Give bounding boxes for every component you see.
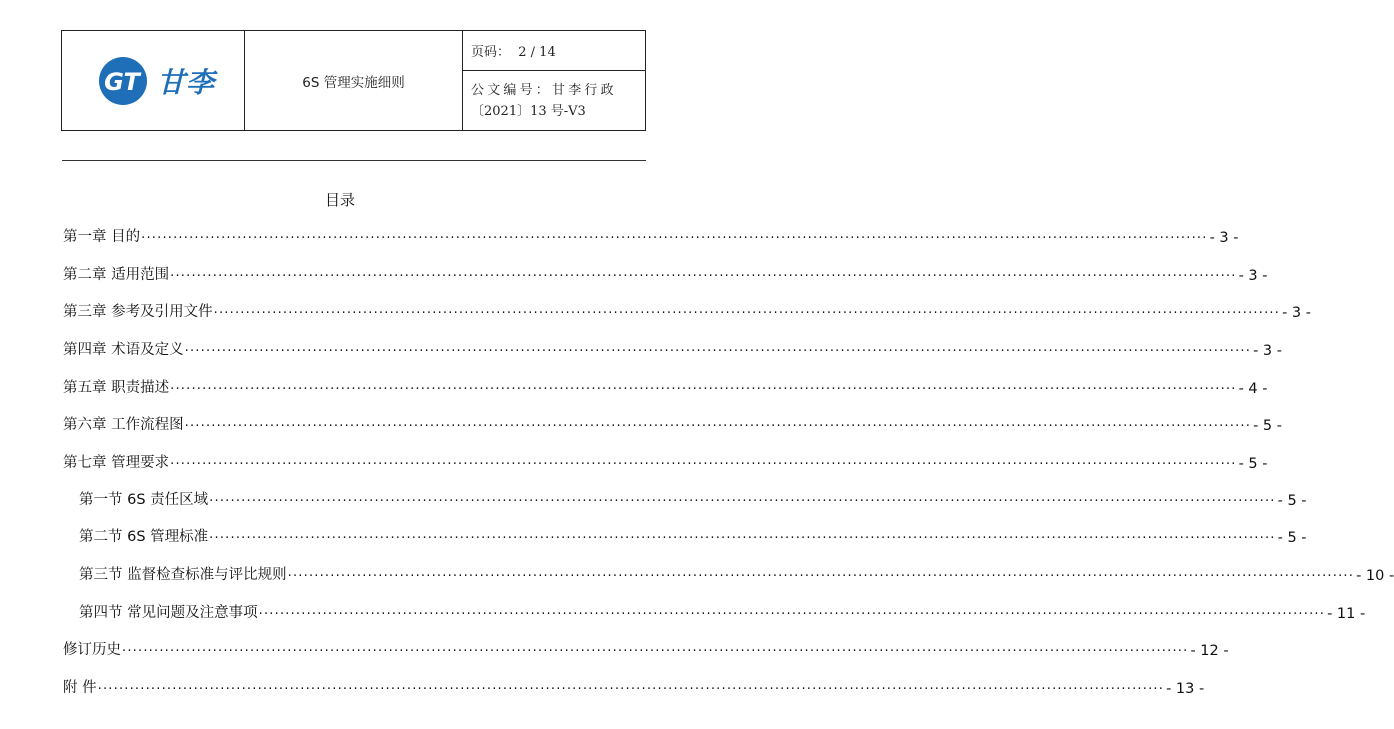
toc-dot-leader: ........................................................................................................................................................................................................ — [141, 227, 1208, 242]
toc-entry-page: - 5 - — [1277, 493, 1307, 509]
toc-entry-label: 第二章 适用范围 — [63, 267, 170, 283]
toc-entry-page: - 12 - — [1190, 643, 1229, 659]
toc-entry[interactable] — [63, 637, 1229, 659]
toc-dot-leader: ........................................................................................................................................................................................................ — [170, 265, 1237, 280]
document-header — [61, 30, 646, 131]
toc-entry-page: - 4 - — [1238, 381, 1268, 397]
document-number-line1: 公文编号：甘李行政 — [471, 83, 617, 98]
document-number-line2: 〔2021〕13 号-V3 — [471, 104, 586, 119]
toc-entry-label: 第四章 术语及定义 — [63, 342, 184, 358]
header-divider — [62, 160, 646, 161]
toc-dot-leader: ........................................................................................................................................................................................................ — [213, 302, 1281, 317]
page-number: 页码： 2 / 14 — [463, 31, 645, 71]
toc-dot-leader: ........................................................................................................................................................................................................ — [209, 490, 1276, 505]
toc-entry[interactable] — [79, 562, 1394, 584]
toc-dot-leader: ........................................................................................................................................................................................................ — [184, 415, 1252, 430]
toc-dot-leader: ........................................................................................................................................................................................................ — [184, 340, 1252, 355]
toc-entry[interactable] — [79, 600, 1366, 622]
toc-entry-label: 第七章 管理要求 — [63, 455, 170, 471]
toc-entry-label: 第一节 6S 责任区域 — [79, 492, 209, 508]
toc-dot-leader: ........................................................................................................................................................................................................ — [122, 640, 1189, 655]
toc-entry[interactable] — [63, 450, 1268, 472]
toc-entry-label: 修订历史 — [63, 642, 121, 658]
toc-entry-page: - 3 - — [1282, 305, 1311, 321]
toc-entry[interactable] — [63, 337, 1282, 359]
toc-entry-label: 第四节 常见问题及注意事项 — [79, 605, 258, 621]
svg-text:GT: GT — [104, 67, 140, 96]
info-cell — [463, 31, 645, 130]
toc-entry[interactable] — [63, 224, 1239, 246]
toc-entry-label: 第三节 监督检查标准与评比规则 — [79, 567, 287, 583]
toc-entry-label: 第六章 工作流程图 — [63, 417, 184, 433]
toc-title: 目录 — [324, 191, 355, 209]
toc-dot-leader: ........................................................................................................................................................................................................ — [209, 527, 1276, 542]
toc-entry-page: - 11 - — [1327, 606, 1366, 622]
toc-entry-label: 第五章 职责描述 — [63, 380, 170, 396]
toc-entry-page: - 5 - — [1277, 530, 1307, 546]
toc-entry-page: - 5 - — [1238, 456, 1268, 472]
toc-entry-page: - 3 - — [1253, 343, 1282, 359]
toc-entry[interactable] — [79, 487, 1307, 509]
toc-entry[interactable] — [63, 299, 1311, 321]
toc-entry-page: - 10 - — [1356, 568, 1394, 584]
toc-entry[interactable] — [63, 675, 1205, 697]
toc-entry-label: 附 件 — [63, 680, 97, 696]
logo-text: 甘李 — [156, 65, 215, 99]
toc-entry[interactable] — [79, 524, 1307, 546]
toc-dot-leader: ........................................................................................................................................................................................................ — [258, 603, 1326, 618]
toc-entry-page: - 13 - — [1166, 681, 1205, 697]
document-title: 6S 管理实施细则 — [245, 31, 463, 130]
toc-dot-leader: ........................................................................................................................................................................................................ — [170, 378, 1237, 393]
logo-cell — [62, 31, 245, 130]
toc-entry-page: - 3 - — [1238, 268, 1268, 284]
toc-dot-leader: ........................................................................................................................................................................................................ — [287, 565, 1355, 580]
toc-entry[interactable] — [63, 375, 1268, 397]
toc-entry[interactable] — [63, 412, 1282, 434]
toc-dot-leader: ........................................................................................................................................................................................................ — [170, 453, 1237, 468]
toc-entry-label: 第一章 目的 — [63, 229, 141, 245]
toc-entry-label: 第二节 6S 管理标准 — [79, 529, 209, 545]
document-number — [463, 71, 645, 130]
toc-dot-leader: ........................................................................................................................................................................................................ — [97, 678, 1165, 693]
toc-entry-page: - 3 - — [1209, 230, 1239, 246]
toc-entry[interactable] — [63, 262, 1268, 284]
toc-entry-label: 第三章 参考及引用文件 — [63, 304, 213, 320]
toc-entry-page: - 5 - — [1253, 418, 1282, 434]
gt-logo-icon — [97, 55, 149, 107]
company-logo — [97, 55, 215, 107]
